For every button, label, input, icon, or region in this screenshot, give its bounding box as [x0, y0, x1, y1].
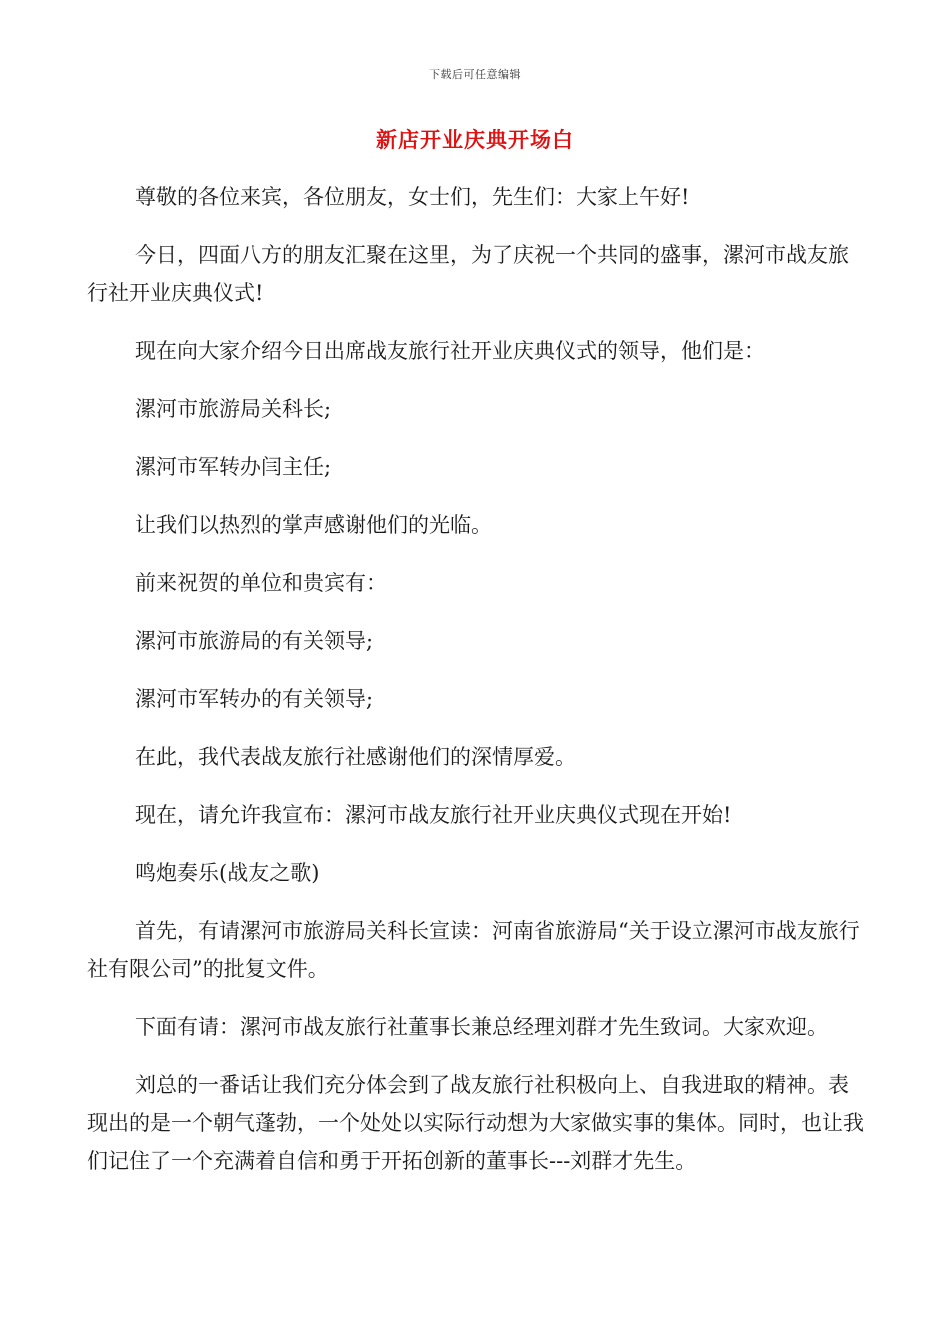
paragraph-summary: 刘总的一番话让我们充分体会到了战友旅行社积极向上、自我进取的精神。表现出的是一个朝气蓬勃，一个处处以实际行动想为大家做实事的集体。同时，也让我们记住了一个充满着自信和勇于开拓创新的董事长---刘群才先生。 — [87, 1073, 864, 1173]
paragraph-reading: 首先，有请漯河市旅游局关科长宣读：河南省旅游局“关于设立漯河市战友旅行社有限公司”的批复文件。 — [87, 919, 860, 981]
paragraph-leader-2: 漯河市军转办闫主任; — [135, 455, 332, 479]
paragraph-thanks: 在此，我代表战友旅行社感谢他们的深情厚爱。 — [135, 745, 576, 769]
paragraph-guest-2: 漯河市军转办的有关领导; — [135, 687, 374, 711]
paragraph-leaders-intro: 现在向大家介绍今日出席战友旅行社开业庆典仪式的领导，他们是： — [135, 339, 765, 363]
paragraph-speech-invite: 下面有请：漯河市战友旅行社董事长兼总经理刘群才先生致词。大家欢迎。 — [135, 1015, 828, 1039]
paragraph-guest-1: 漯河市旅游局的有关领导; — [135, 629, 374, 653]
document-body — [87, 178, 867, 1200]
paragraph-music: 鸣炮奏乐(战友之歌) — [135, 861, 320, 885]
paragraph-announcement: 现在，请允许我宣布：漯河市战友旅行社开业庆典仪式现在开始! — [135, 803, 732, 827]
paragraph-guests-intro: 前来祝贺的单位和贵宾有： — [135, 571, 387, 595]
paragraph-leader-1: 漯河市旅游局关科长; — [135, 397, 332, 421]
paragraph-applause: 让我们以热烈的掌声感谢他们的光临。 — [135, 513, 492, 537]
paragraph-greeting: 尊敬的各位来宾，各位朋友，女士们，先生们：大家上午好! — [135, 185, 690, 209]
paragraph-intro: 今日，四面八方的朋友汇聚在这里，为了庆祝一个共同的盛事，漯河市战友旅行社开业庆典仪式! — [87, 243, 849, 305]
document-title: 新店开业庆典开场白 — [376, 127, 574, 152]
header-note: 下载后可任意编辑 — [429, 68, 521, 81]
